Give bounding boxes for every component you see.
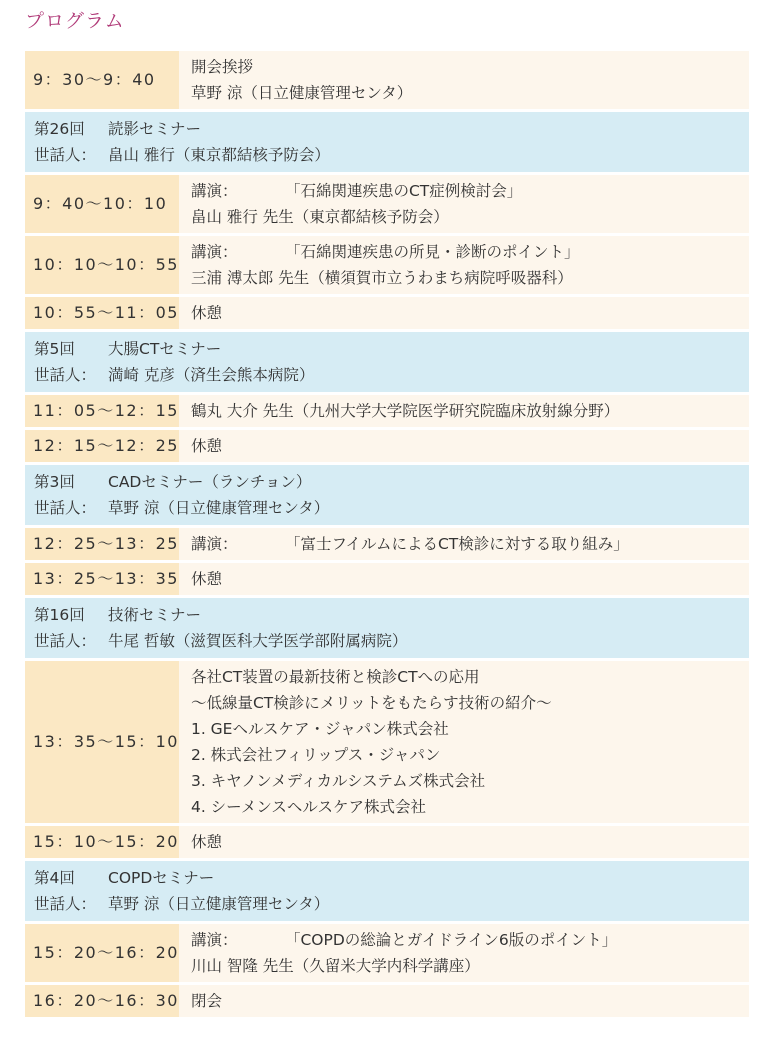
- description-cell: [179, 985, 749, 1017]
- line-text: 草野 涼（日立健康管理センタ）: [108, 895, 330, 913]
- cell-line: [191, 927, 749, 953]
- time-cell: 10：10〜10：55: [25, 236, 179, 294]
- line-text: 「富士フイルムによるCT検診に対する取り組み」: [284, 535, 629, 553]
- time-cell: 13：35〜15：10: [25, 661, 179, 823]
- line-text: 休憩: [190, 304, 222, 322]
- line-text: 鶴丸 大介 先生（九州大学大学院医学研究院臨床放射線分野）: [190, 402, 620, 420]
- description-cell: [179, 563, 749, 595]
- cell-line: [191, 265, 749, 291]
- line-text: 3. キヤノンメディカルシステムズ株式会社: [190, 772, 486, 790]
- program-slot-row: [25, 395, 749, 427]
- time-cell: 15：10〜15：20: [25, 826, 179, 858]
- time-cell: 11：05〜12：15: [25, 395, 179, 427]
- program-slot-row: [25, 175, 749, 233]
- session-header-row: [25, 332, 749, 392]
- line-label: 第4回: [34, 869, 75, 887]
- time-cell: 13：25〜13：35: [25, 563, 179, 595]
- line-label: 第26回: [34, 120, 85, 138]
- time-cell: 12：25〜13：25: [25, 528, 179, 560]
- line-text: 4. シーメンスヘルスケア株式会社: [190, 798, 426, 816]
- cell-line: [191, 664, 749, 690]
- line-text: 畠山 雅行 先生（東京都結核予防会）: [190, 208, 449, 226]
- session-header-row: [25, 465, 749, 525]
- line-label: 第5回: [34, 340, 75, 358]
- line-text: 1. GEヘルスケア・ジャパン株式会社: [190, 720, 449, 738]
- cell-line: [191, 953, 749, 979]
- program-slot-row: [25, 924, 749, 982]
- line-text: COPDセミナー: [108, 869, 215, 887]
- line-text: 2. 株式会社フィリップス・ジャパン: [190, 746, 441, 764]
- line-label: 講演：: [190, 182, 238, 200]
- line-text: 大腸CTセミナー: [108, 340, 222, 358]
- line-text: 満崎 克彦（済生会熊本病院）: [108, 366, 315, 384]
- cell-line: [34, 142, 749, 168]
- session-header-row: [25, 861, 749, 921]
- description-cell: [179, 661, 749, 823]
- description-cell: [179, 51, 749, 109]
- cell-line: [191, 531, 749, 557]
- description-cell: [179, 826, 749, 858]
- line-text: 閉会: [190, 992, 222, 1010]
- session-cell: [25, 332, 749, 392]
- session-cell: [25, 112, 749, 172]
- description-cell: [179, 175, 749, 233]
- line-label: 講演：: [190, 243, 238, 261]
- line-label: 講演：: [190, 931, 238, 949]
- time-cell: 16：20〜16：30: [25, 985, 179, 1017]
- cell-line: [191, 398, 749, 424]
- cell-line: [191, 54, 749, 80]
- cell-line: [191, 80, 749, 106]
- time-cell: 10：55〜11：05: [25, 297, 179, 329]
- line-text: 各社CT装置の最新技術と検診CTへの応用: [190, 668, 480, 686]
- line-label: 第16回: [34, 606, 85, 624]
- line-text: 三浦 溥太郎 先生（横須賀市立うわまち病院呼吸器科）: [190, 269, 573, 287]
- time-cell: 12：15〜12：25: [25, 430, 179, 462]
- line-text: 草野 涼（日立健康管理センタ）: [190, 84, 413, 102]
- cell-line: [34, 116, 749, 142]
- session-header-row: [25, 598, 749, 658]
- line-text: 〜低線量CT検診にメリットをもたらす技術の紹介〜: [190, 694, 552, 712]
- description-cell: [179, 924, 749, 982]
- description-cell: [179, 236, 749, 294]
- line-text: 草野 涼（日立健康管理センタ）: [108, 499, 330, 517]
- line-label: 講演：: [190, 535, 238, 553]
- session-cell: [25, 465, 749, 525]
- cell-line: [191, 204, 749, 230]
- program-table: [25, 48, 749, 1020]
- cell-line: [191, 300, 749, 326]
- cell-line: [34, 495, 749, 521]
- program-slot-row: [25, 985, 749, 1017]
- cell-line: [191, 566, 749, 592]
- description-cell: [179, 297, 749, 329]
- line-text: 休憩: [190, 437, 222, 455]
- cell-line: [34, 469, 749, 495]
- cell-line: [191, 768, 749, 794]
- cell-line: [191, 239, 749, 265]
- line-label: 世話人：: [34, 895, 97, 913]
- description-cell: [179, 430, 749, 462]
- program-slot-row: [25, 236, 749, 294]
- line-text: 読影セミナー: [108, 120, 202, 138]
- line-text: 畠山 雅行（東京都結核予防会）: [108, 146, 330, 164]
- line-text: 川山 智隆 先生（久留米大学内科学講座）: [190, 957, 480, 975]
- time-cell: 9：30〜9：40: [25, 51, 179, 109]
- program-slot-row: [25, 297, 749, 329]
- cell-line: [34, 865, 749, 891]
- line-label: 世話人：: [34, 499, 97, 517]
- program-slot-row: [25, 430, 749, 462]
- cell-line: [191, 433, 749, 459]
- description-cell: [179, 395, 749, 427]
- cell-line: [191, 716, 749, 742]
- cell-line: [34, 628, 749, 654]
- line-text: 「石綿関連疾患の所見・診断のポイント」: [284, 243, 580, 261]
- cell-line: [191, 794, 749, 820]
- program-slot-row: [25, 661, 749, 823]
- line-label: 世話人：: [34, 366, 97, 384]
- session-cell: [25, 861, 749, 921]
- page-title: プログラム: [25, 10, 125, 32]
- program-slot-row: [25, 826, 749, 858]
- time-cell: 15：20〜16：20: [25, 924, 179, 982]
- program-slot-row: [25, 528, 749, 560]
- cell-line: [191, 178, 749, 204]
- line-text: 開会挨拶: [190, 58, 253, 76]
- line-text: 技術セミナー: [108, 606, 202, 624]
- program-body: [25, 51, 749, 1017]
- time-cell: 9：40〜10：10: [25, 175, 179, 233]
- line-label: 第3回: [34, 473, 75, 491]
- cell-line: [34, 336, 749, 362]
- line-text: CADセミナー（ランチョン）: [108, 473, 312, 491]
- cell-line: [191, 988, 749, 1014]
- line-label: 世話人：: [34, 146, 97, 164]
- line-text: 休憩: [190, 570, 222, 588]
- cell-line: [34, 362, 749, 388]
- cell-line: [191, 690, 749, 716]
- line-text: 休憩: [190, 833, 222, 851]
- line-text: 牛尾 哲敏（滋賀医科大学医学部附属病院）: [108, 632, 408, 650]
- cell-line: [34, 602, 749, 628]
- cell-line: [34, 891, 749, 917]
- line-text: 「COPDの総論とガイドライン6版のポイント」: [284, 931, 618, 949]
- description-cell: [179, 528, 749, 560]
- line-label: 世話人：: [34, 632, 97, 650]
- line-text: 「石綿関連疾患のCT症例検討会」: [284, 182, 523, 200]
- program-slot-row: [25, 563, 749, 595]
- session-cell: [25, 598, 749, 658]
- session-header-row: [25, 112, 749, 172]
- cell-line: [191, 829, 749, 855]
- cell-line: [191, 742, 749, 768]
- program-slot-row: [25, 51, 749, 109]
